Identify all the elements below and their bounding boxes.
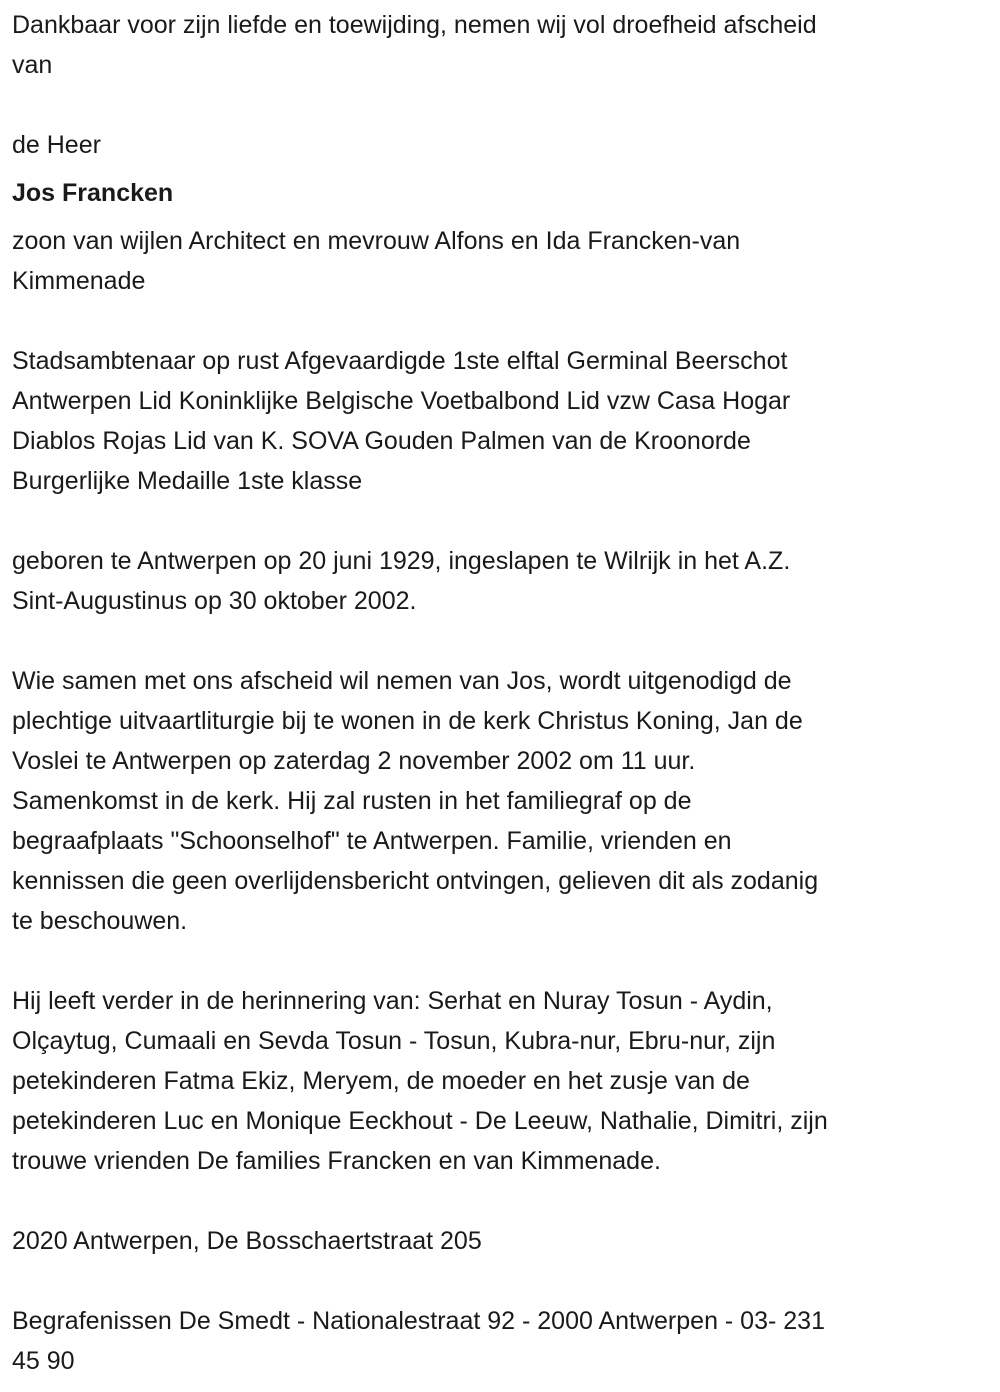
text-line: Wie samen met ons afscheid wil nemen van Jos, wordt uitgenodigd de (12, 667, 792, 695)
text-line: van (12, 51, 53, 79)
text-line: Begrafenissen De Smedt - Nationalestraat 92 - 2000 Antwerpen - 03- 231 (12, 1307, 825, 1335)
undertaker-paragraph (12, 1301, 1000, 1381)
text-line: Voslei te Antwerpen op zaterdag 2 november 2002 om 11 uur. (12, 747, 696, 775)
text-line: geboren te Antwerpen op 20 juni 1929, ingeslapen te Wilrijk in het A.Z. (12, 547, 791, 575)
text-line: Diablos Rojas Lid van K. SOVA Gouden Palmen van de Kroonorde (12, 427, 751, 455)
text-line: 2020 Antwerpen, De Bosschaertstraat 205 (12, 1227, 482, 1255)
deceased-name: Jos Francken (12, 179, 174, 207)
text-line: petekinderen Fatma Ekiz, Meryem, de moeder en het zusje van de (12, 1067, 750, 1095)
parents-paragraph (12, 221, 1000, 301)
text-line: trouwe vrienden De families Francken en van Kimmenade. (12, 1147, 661, 1175)
text-line: zoon van wijlen Architect en mevrouw Alfons en Ida Francken-van (12, 227, 741, 255)
title: de Heer (12, 131, 101, 159)
text-line: Hij leeft verder in de herinnering van: Serhat en Nuray Tosun - Aydin, (12, 987, 773, 1015)
text-line: plechtige uitvaartliturgie bij te wonen in de kerk Christus Koning, Jan de (12, 707, 803, 735)
text-line: Olçaytug, Cumaali en Sevda Tosun - Tosun, Kubra-nur, Ebru-nur, zijn (12, 1027, 776, 1055)
text-line: Dankbaar voor zijn liefde en toewijding, nemen wij vol droefheid afscheid (12, 11, 817, 39)
text-line: Antwerpen Lid Koninklijke Belgische Voetbalbond Lid vzw Casa Hogar (12, 387, 791, 415)
text-line: te beschouwen. (12, 907, 188, 935)
address-paragraph (12, 1221, 1000, 1261)
text-line: kennissen die geen overlijdensbericht ontvingen, gelieven dit als zodanig (12, 867, 819, 895)
intro-paragraph (12, 5, 1000, 85)
text-line: Samenkomst in de kerk. Hij zal rusten in het familiegraf op de (12, 787, 692, 815)
text-line: 45 90 (12, 1347, 75, 1375)
ceremony-paragraph (12, 661, 1000, 941)
text-line: begraafplaats "Schoonselhof" te Antwerpen. Familie, vrienden en (12, 827, 732, 855)
functions-paragraph (12, 341, 1000, 501)
text-line: Burgerlijke Medaille 1ste klasse (12, 467, 363, 495)
family-paragraph (12, 981, 1000, 1181)
text-line: Kimmenade (12, 267, 146, 295)
dates-paragraph (12, 541, 1000, 621)
text-line: Sint-Augustinus op 30 oktober 2002. (12, 587, 417, 615)
text-line: petekinderen Luc en Monique Eeckhout - De Leeuw, Nathalie, Dimitri, zijn (12, 1107, 828, 1135)
text-line: Stadsambtenaar op rust Afgevaardigde 1ste elftal Germinal Beerschot (12, 347, 788, 375)
